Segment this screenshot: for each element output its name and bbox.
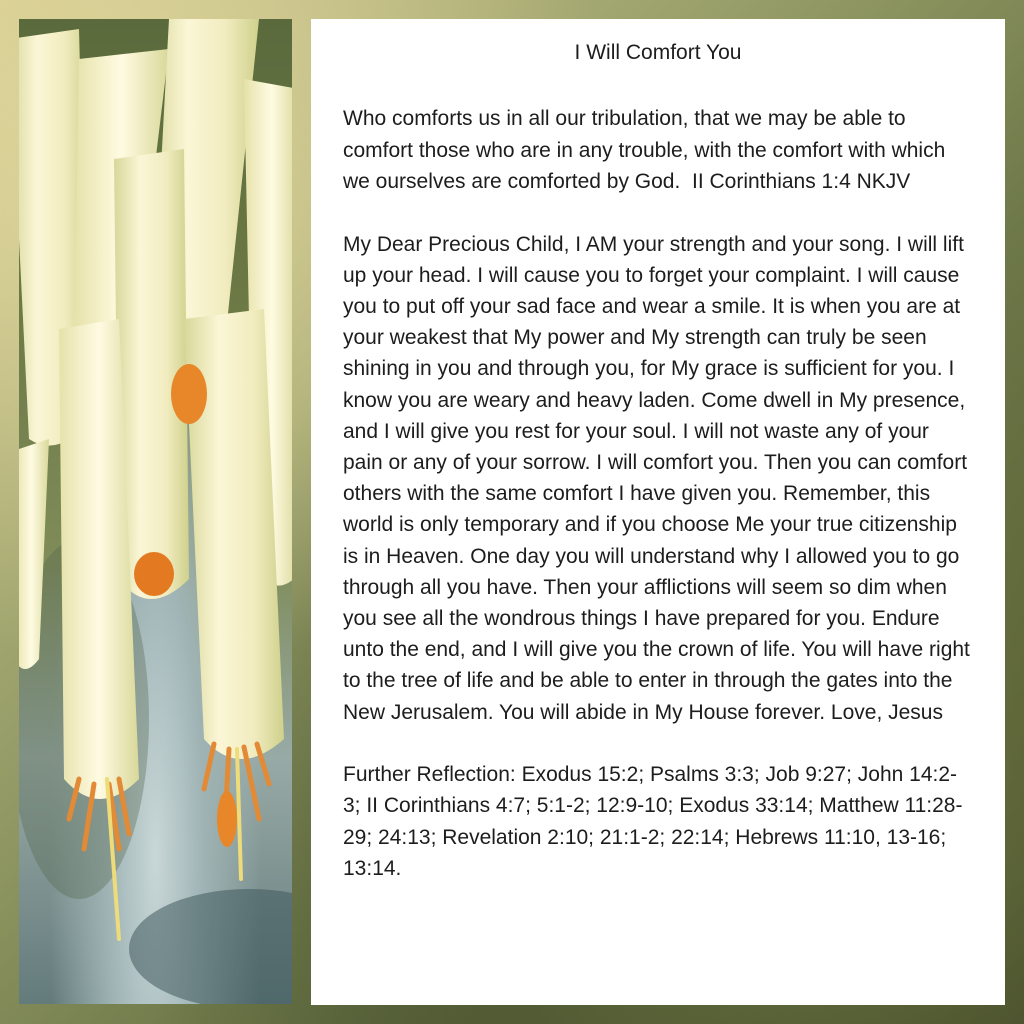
flower-photo [19, 19, 292, 1004]
devotional-letter: My Dear Precious Child, I AM your strength and your song. I will lift up your head. I will cause you to forget your complaint. I will cause you to put off your sad face and wear a smile. It is when you are at your weakest that My power and My strength can truly be seen shining in you and through you, for My grace is sufficient for you. I know you are weary and heavy laden. Come dwell in My presence, and I will give you rest for your soul. I will not waste any of your pain or any of your sorrow. I will comfort you. Then you can comfort others with the same comfort I have given you. Remember, this world is only temporary and if you choose Me your true citizenship is in Heaven. One day you will understand why I allowed you to go through all you have. Then your afflictions will seem so dim when you see all the wondrous things I have prepared for you. Endure unto the end, and I will give you the crown of life. You will have right to the tree of life and be able to enter in through the gates into the New Jerusalem. You will abide in My House forever. Love, Jesus [343, 232, 970, 724]
further-reflection: Further Reflection: Exodus 15:2; Psalms 3:3; Job 9:27; John 14:2-3; II Corinthians 4:7; 5:1-2; 12:9-10; Exodus 33:14; Matthew 11:28-29; 24:13; Revelation 2:10; 21:1-2; 22:14; Hebrews 11:10, 13-16; 13:14. [343, 762, 963, 881]
scripture-verse: Who comforts us in all our tribulation, that we may be able to comfort those who are in any trouble, with the comfort with which we ourselves are comforted by God. II Corinthians 1:4 NKJV [343, 107, 952, 193]
page-title: I Will Comfort You [574, 41, 742, 64]
devotional-card [311, 19, 1005, 1005]
flower-illustration [19, 19, 292, 1004]
